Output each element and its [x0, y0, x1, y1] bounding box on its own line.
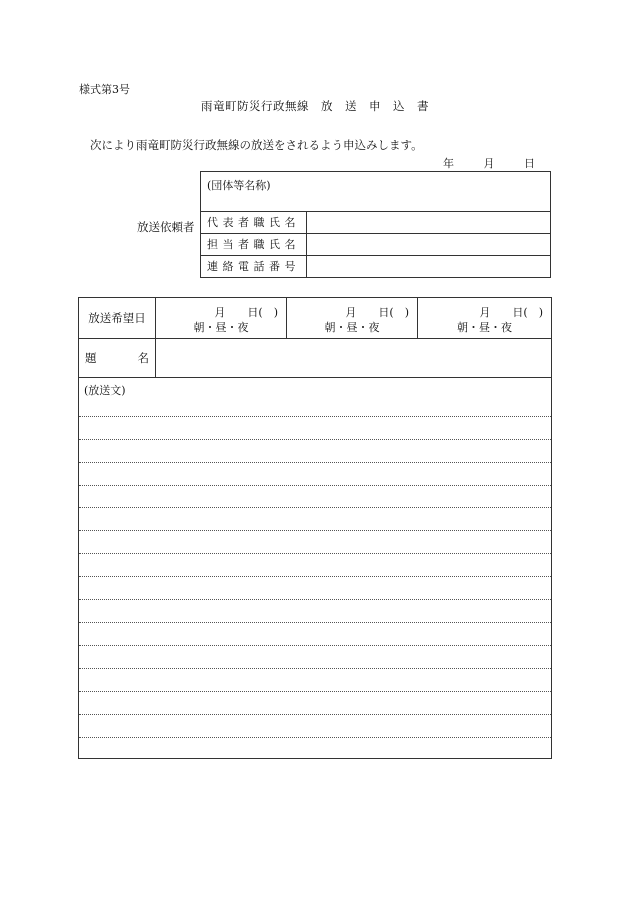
phone-label: 連絡電話番号 [201, 256, 307, 278]
document-title: 雨竜町防災行政無線 放 送 申 込 書 [201, 99, 429, 113]
ruled-line [79, 576, 551, 577]
broadcast-text-label: (放送文) [84, 384, 126, 397]
ruled-line [79, 553, 551, 554]
requester-table [200, 171, 551, 278]
ruled-line [79, 714, 551, 715]
ruled-line [79, 622, 551, 623]
title-label-char-2: 名 [137, 351, 149, 365]
ruled-line [79, 599, 551, 600]
person-in-charge-row [201, 234, 550, 256]
ruled-line [79, 507, 551, 508]
intro-text: 次により雨竜町防災行政無線の放送をされるよう申込みします。 [90, 138, 423, 152]
representative-label: 代表者職氏名 [201, 212, 307, 233]
broadcast-text-area[interactable] [79, 378, 551, 759]
ruled-line [79, 645, 551, 646]
slot-1-time-of-day: 朝・昼・夜 [193, 321, 249, 334]
ruled-line [79, 668, 551, 669]
slot-2-time-of-day: 朝・昼・夜 [324, 321, 380, 334]
person-in-charge-field[interactable] [307, 234, 550, 255]
title-row [79, 339, 551, 378]
day-label: 日 [524, 157, 535, 170]
title-field[interactable] [156, 339, 551, 377]
ruled-line [79, 530, 551, 531]
slot-1-month-day: 月 日( ) [214, 306, 278, 319]
broadcast-table [78, 297, 552, 759]
slot-3-time-of-day: 朝・昼・夜 [457, 321, 512, 334]
form-number: 様式第3号 [79, 83, 130, 96]
phone-field[interactable] [307, 256, 550, 278]
title-label-char-1: 題 [85, 351, 97, 365]
title-label [79, 339, 156, 377]
representative-field[interactable] [307, 212, 550, 233]
wish-date-slot-1[interactable] [156, 298, 287, 338]
ruled-line [79, 691, 551, 692]
organization-name-label: (団体等名称) [207, 179, 271, 192]
year-label: 年 [443, 157, 454, 170]
wish-date-row [79, 298, 551, 339]
ruled-line [79, 416, 551, 417]
month-label: 月 [483, 157, 495, 170]
phone-row [201, 256, 550, 278]
ruled-line [79, 439, 551, 440]
ruled-line [79, 462, 551, 463]
representative-row [201, 212, 550, 234]
slot-2-month-day: 月 日( ) [345, 306, 409, 319]
wish-date-slot-2[interactable] [287, 298, 418, 338]
wish-date-slot-3[interactable] [418, 298, 551, 338]
organization-name-field[interactable] [201, 172, 550, 212]
ruled-line [79, 737, 551, 738]
application-date [443, 155, 535, 171]
ruled-line [79, 485, 551, 486]
slot-3-month-day: 月 日( ) [479, 306, 543, 319]
person-in-charge-label: 担当者職氏名 [201, 234, 307, 255]
requester-label: 放送依頼者 [137, 220, 195, 234]
wish-date-label: 放送希望日 [79, 298, 156, 338]
